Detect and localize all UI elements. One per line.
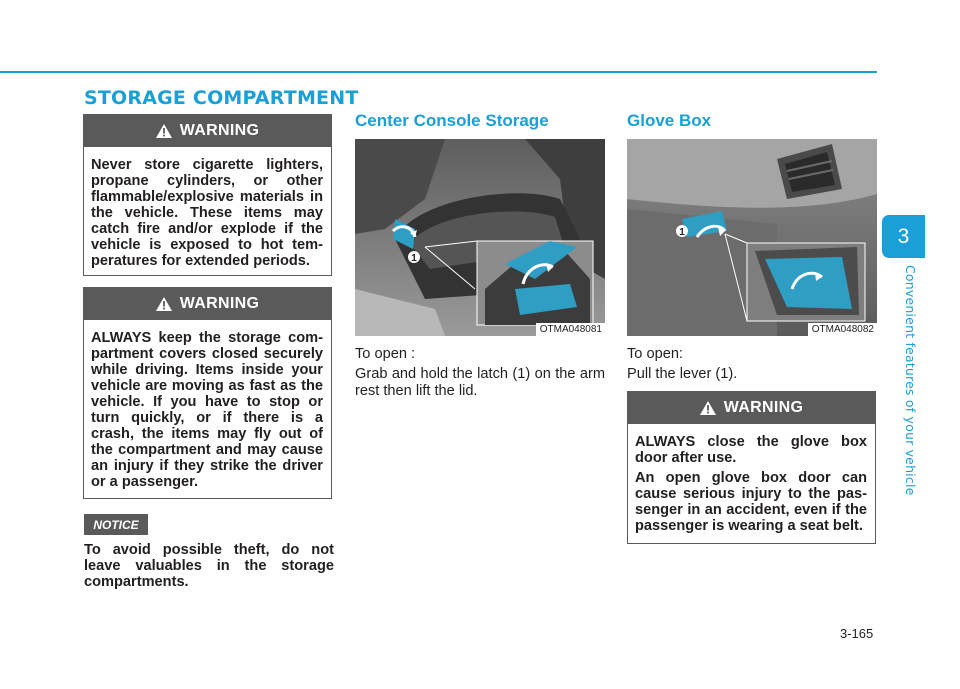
notice-text: To avoid possible theft, do not leave valuables in the storage compartments. — [84, 542, 334, 590]
warning-text: ALWAYS close the glove box door after use. — [635, 434, 867, 466]
console-open-instructions: Grab and hold the latch (1) on the arm rest then lift the lid. — [355, 366, 605, 399]
warning-text: Never store cigarette lighters, propane cylinders, or other flammable/explosive materials in the vehicle. These items may catch fire and/or explode if the vehicle is exposed to hot temperatures for extended periods. — [91, 157, 323, 269]
warning-box-covers-closed — [83, 287, 332, 499]
image-code: OTMA048081 — [536, 323, 605, 336]
center-console-illustration — [355, 139, 605, 336]
glove-box-heading: Glove Box — [627, 111, 712, 130]
page-number: 3-165 — [840, 626, 874, 641]
notice-badge: NOTICE — [84, 514, 148, 535]
warning-text: ALWAYS keep the storage compartment covers closed securely while driving. Items inside your vehicle are moving as fast as the vehicle. If you have to stop or turn quickly, or if there is a crash, the items may fly out of the compartment and may cause an injury if they strike the driver or a passenger. — [91, 330, 323, 490]
callout-label: 1 — [411, 253, 417, 264]
glove-box-drawing — [627, 139, 877, 336]
console-open-label: To open : — [355, 346, 416, 362]
warning-triangle-icon — [700, 401, 716, 415]
center-console-drawing — [355, 139, 605, 336]
chapter-tab: 3 — [882, 215, 925, 258]
warning-body — [84, 147, 331, 269]
warning-triangle-icon — [156, 124, 172, 138]
glove-open-label: To open: — [627, 346, 683, 362]
warning-header — [84, 288, 331, 320]
warning-title: WARNING — [723, 399, 804, 416]
warning-text: An open glove box door can cause serious injury to the passenger in an accident, even if the passenger is wearing a seat belt. — [635, 470, 867, 534]
chapter-title: Convenient features of your vehicle — [903, 265, 918, 496]
warning-header — [84, 115, 331, 147]
section-title: STORAGE COMPARTMENT — [84, 87, 359, 109]
image-code: OTMA048082 — [808, 323, 877, 336]
warning-box-flammables — [83, 114, 332, 276]
warning-box-glove-box — [627, 391, 876, 544]
callout-label: 1 — [679, 227, 685, 238]
warning-header — [628, 392, 875, 424]
glove-open-instructions: Pull the lever (1). — [627, 366, 738, 382]
glove-box-illustration — [627, 139, 877, 336]
warning-title: WARNING — [179, 295, 260, 312]
warning-triangle-icon — [156, 297, 172, 311]
warning-body — [84, 320, 331, 490]
center-console-heading: Center Console Storage — [355, 111, 549, 130]
warning-body — [628, 424, 875, 534]
warning-title: WARNING — [179, 122, 260, 139]
header-rule — [0, 71, 877, 73]
